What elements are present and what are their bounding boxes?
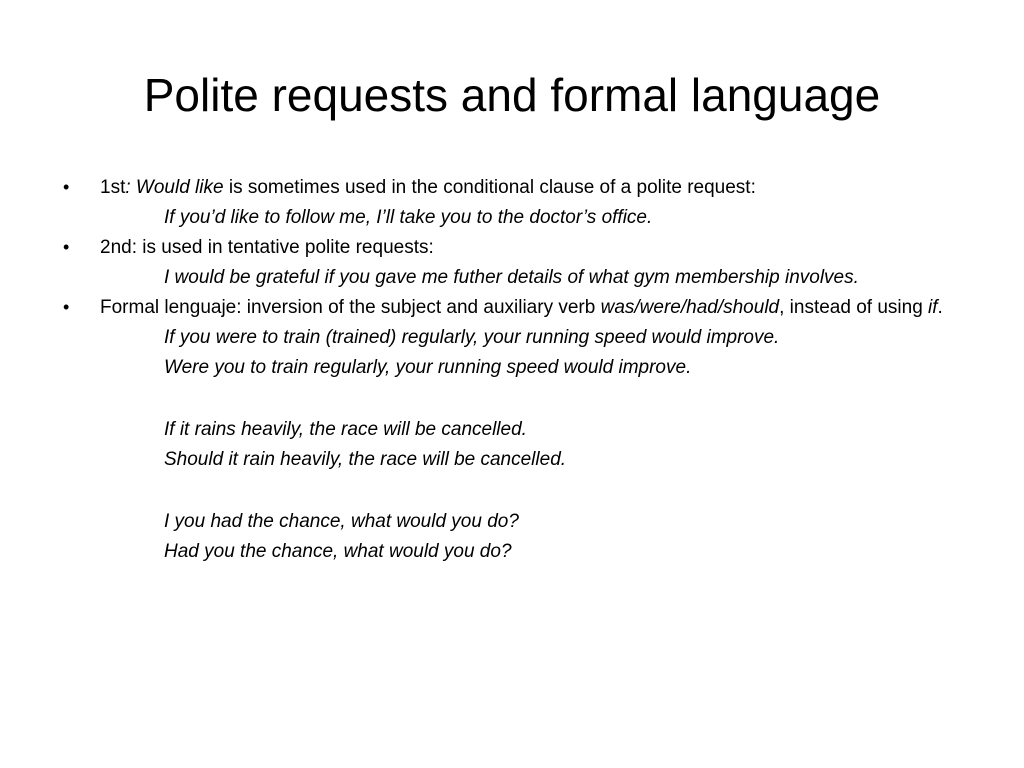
bullet-3-text-before: Formal lenguaje: inversion of the subject and auxiliary verb (100, 297, 601, 318)
example-2: I would be grateful if you gave me futher details of what gym membership involves. (164, 267, 859, 288)
bullet-3-text-after: , instead of using (779, 297, 929, 318)
bullet-item-3 (60, 296, 960, 319)
slide-title: Polite requests and formal language (143, 69, 881, 121)
bullet-item-1 (60, 176, 960, 199)
example-6: Should it rain heavily, the race will be cancelled. (164, 449, 567, 470)
bullet-3-italic-if: if (928, 297, 938, 318)
bullet-dot-icon: • (63, 177, 70, 197)
slide-content (60, 176, 960, 570)
spacer (60, 386, 960, 418)
example-3: If you were to train (trained) regularly, your running speed would improve. (164, 327, 780, 348)
bullet-dot-icon: • (63, 237, 70, 257)
bullet-1-text: is sometimes used in the conditional clause of a polite request: (223, 177, 756, 198)
bullet-item-2 (60, 236, 960, 259)
spacer (60, 478, 960, 510)
bullet-1-italic: : Would like (125, 177, 224, 198)
example-7: I you had the chance, what would you do? (164, 511, 519, 532)
bullet-1-lead: 1st (100, 177, 126, 198)
bullet-dot-icon: • (63, 297, 70, 317)
example-4: Were you to train regularly, your running speed would improve. (164, 357, 692, 378)
bullet-3-period: . (937, 297, 943, 318)
bullet-3-italic-verbs: was/were/had/should (600, 297, 780, 318)
bullet-2-text: 2nd: is used in tentative polite requests: (100, 237, 434, 258)
example-1: If you’d like to follow me, I’ll take you to the doctor’s office. (164, 207, 653, 228)
example-8: Had you the chance, what would you do? (164, 541, 512, 562)
example-5: If it rains heavily, the race will be cancelled. (164, 419, 527, 440)
